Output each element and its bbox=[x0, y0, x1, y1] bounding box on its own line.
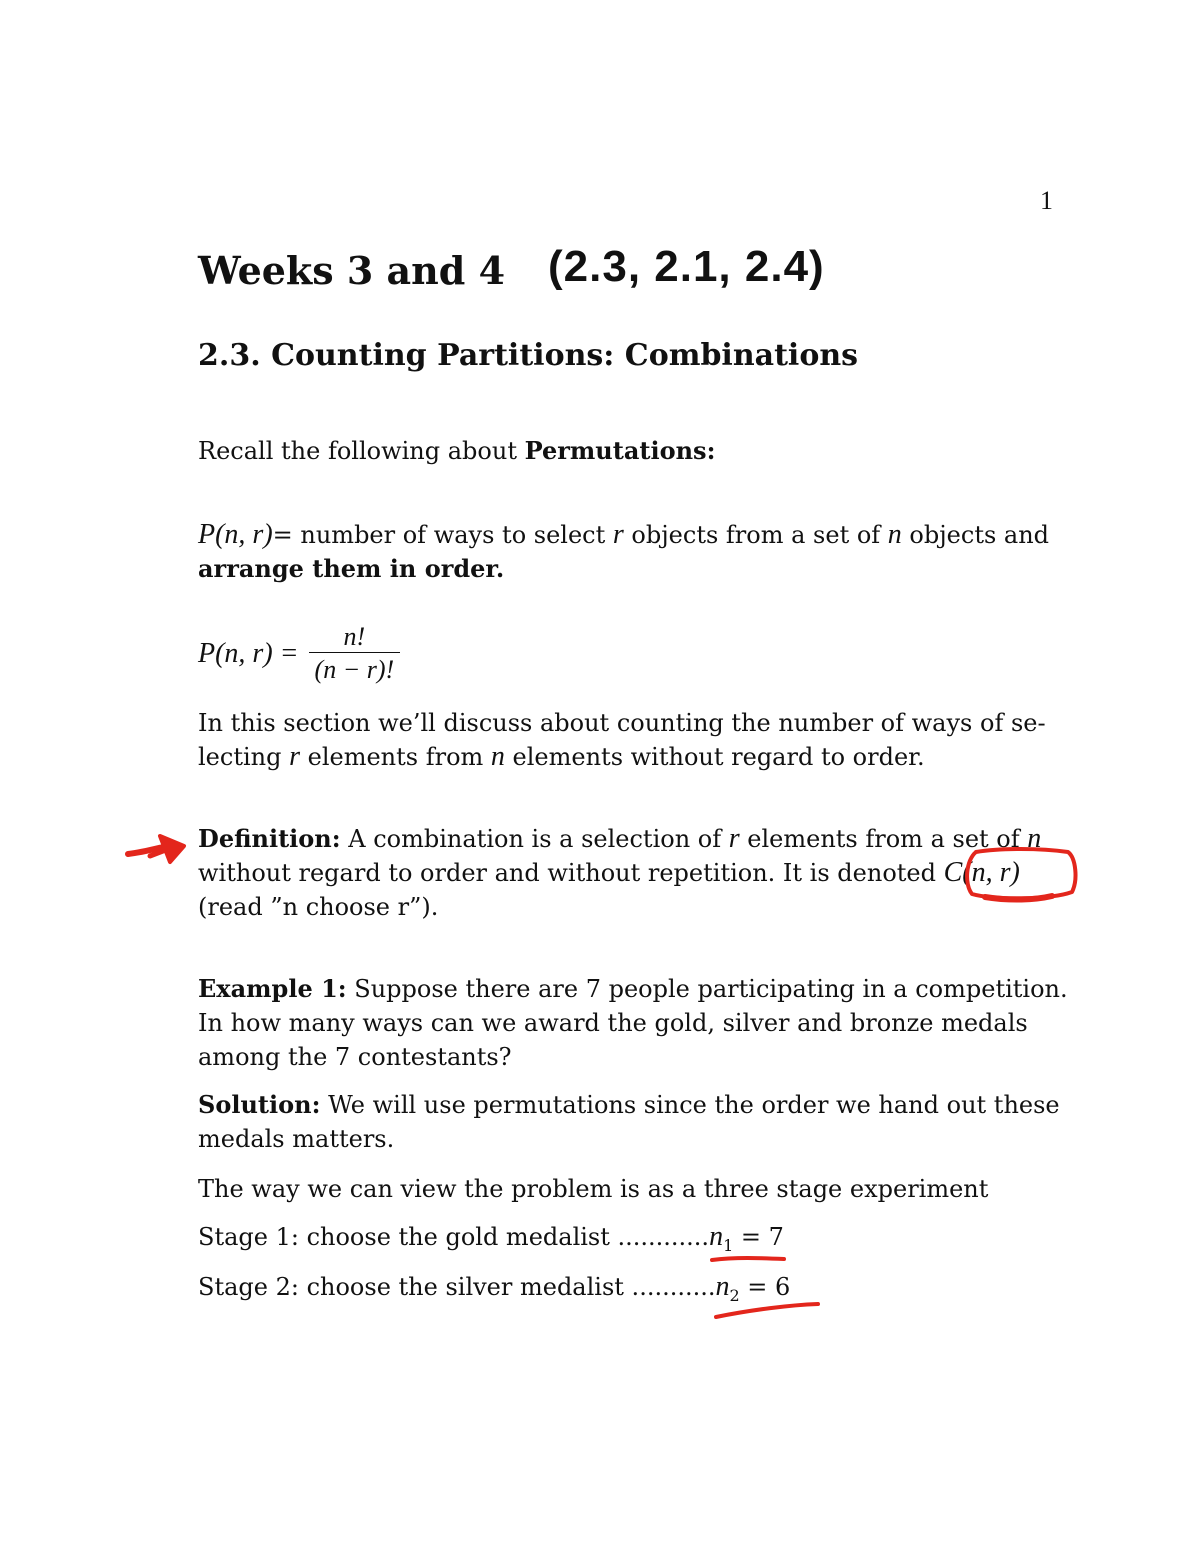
view-line: The way we can view the problem is as a three stage experiment bbox=[198, 1175, 989, 1203]
perm-definition-line1 bbox=[198, 518, 1049, 552]
example1-label: Example 1: bbox=[198, 974, 347, 1003]
formula-lhs: P(n, r) = bbox=[198, 637, 299, 669]
perm-text-c: objects and bbox=[901, 521, 1050, 549]
definition-text-line2: without regard to order and without repetition. It is denoted bbox=[198, 859, 944, 887]
intro-var-r: r bbox=[289, 741, 300, 772]
definition-line3: (read ”n choose r”). bbox=[198, 893, 439, 921]
stage-2-line bbox=[198, 1270, 790, 1313]
page-title: Weeks 3 and 4 bbox=[198, 248, 506, 293]
solution-line2: medals matters. bbox=[198, 1125, 395, 1153]
recall-line bbox=[198, 434, 715, 468]
combination-symbol: C(n, r) bbox=[943, 857, 1020, 888]
example1-line1 bbox=[198, 972, 1068, 1006]
definition-text-a: A combination is a selection of bbox=[340, 825, 729, 853]
stage-1-subscript: 1 bbox=[723, 1235, 734, 1255]
perm-definition-line2: arrange them in order. bbox=[198, 554, 505, 583]
formula-denominator: (n − r)! bbox=[309, 652, 401, 685]
perm-text-b: objects from a set of bbox=[623, 521, 888, 549]
intro-text-c: elements without regard to order. bbox=[504, 743, 925, 771]
section-heading: 2.3. Counting Partitions: Combinations bbox=[198, 338, 859, 373]
recall-term: Permutations: bbox=[524, 436, 716, 465]
handwritten-section-list: (2.3, 2.1, 2.4) bbox=[548, 242, 825, 291]
stage-1-line bbox=[198, 1220, 784, 1263]
perm-symbol: P(n, r) bbox=[198, 519, 273, 550]
definition-line1 bbox=[198, 822, 1041, 856]
stage-2-text: Stage 2: choose the silver medalist ........... bbox=[198, 1273, 716, 1301]
intro-line1: In this section we’ll discuss about counting the number of ways of se- bbox=[198, 709, 1046, 737]
definition-var-r: r bbox=[728, 823, 740, 854]
stage-1-value: = 7 bbox=[733, 1223, 784, 1251]
red-arrow-icon bbox=[128, 836, 184, 862]
intro-text-b: elements from bbox=[300, 743, 491, 771]
stage-2-var: n bbox=[715, 1271, 730, 1302]
solution-label: Solution: bbox=[198, 1090, 321, 1119]
intro-line2 bbox=[198, 740, 925, 774]
definition-var-n: n bbox=[1027, 823, 1042, 854]
perm-text-a: = number of ways to select bbox=[272, 521, 613, 549]
recall-lead: Recall the following about bbox=[198, 437, 525, 465]
formula-fraction bbox=[309, 622, 401, 685]
intro-text-a: lecting bbox=[198, 743, 290, 771]
stage-1-var: n bbox=[709, 1221, 724, 1252]
stage-1-text: Stage 1: choose the gold medalist ............ bbox=[198, 1223, 710, 1251]
solution-text: We will use permutations since the order we hand out these bbox=[320, 1091, 1060, 1119]
page-number: 1 bbox=[1040, 186, 1053, 215]
stage-2-subscript: 2 bbox=[729, 1285, 740, 1305]
perm-var-n: n bbox=[887, 519, 902, 550]
intro-var-n: n bbox=[490, 741, 505, 772]
definition-label: Definition: bbox=[198, 824, 341, 853]
solution-line1 bbox=[198, 1088, 1060, 1122]
formula-numerator: n! bbox=[343, 622, 366, 651]
definition-line2 bbox=[198, 856, 1020, 890]
example1-line2: In how many ways can we award the gold, silver and bronze medals bbox=[198, 1009, 1028, 1037]
stage-2-value: = 6 bbox=[739, 1273, 791, 1301]
example1-line3: among the 7 contestants? bbox=[198, 1043, 512, 1071]
definition-text-b: elements from a set of bbox=[739, 825, 1028, 853]
example1-text: Suppose there are 7 people participating in a competition. bbox=[346, 975, 1068, 1003]
perm-var-r: r bbox=[612, 519, 624, 550]
perm-formula bbox=[198, 622, 400, 685]
